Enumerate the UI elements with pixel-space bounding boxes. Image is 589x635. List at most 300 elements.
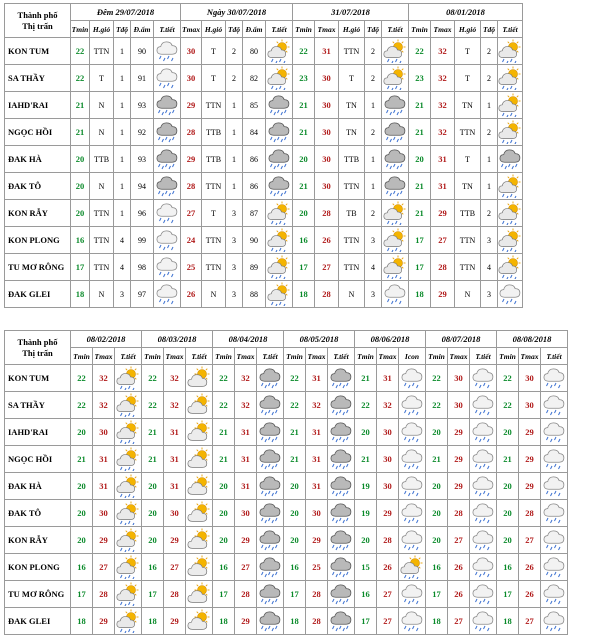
weather-cell — [541, 365, 568, 392]
column-header: T.tiết — [266, 21, 293, 38]
column-header: Tđộ — [226, 21, 243, 38]
sun-cloud-rain-icon — [498, 66, 522, 90]
tmin-cell: 18 — [71, 608, 93, 635]
value-cell: 20 — [293, 200, 315, 227]
tmin-cell: 20 — [142, 473, 164, 500]
value-cell: 20 — [71, 200, 90, 227]
value-cell: 1 — [481, 146, 498, 173]
tmin-cell: 20 — [426, 527, 448, 554]
tmin-cell: 17 — [426, 581, 448, 608]
tmax-cell: 30 — [448, 365, 470, 392]
weather-cell — [186, 365, 213, 392]
column-header: Tmin — [71, 348, 93, 365]
sun-cloud-icon — [186, 393, 212, 417]
tmax-cell: 30 — [448, 392, 470, 419]
value-cell: 90 — [131, 38, 154, 65]
corner-header: Thành phố Thị trấn — [5, 4, 71, 38]
sun-cloud-rain-icon — [115, 393, 141, 417]
tmax-cell: 27 — [519, 608, 541, 635]
cloud-rain-light-icon — [470, 420, 496, 444]
date-header: Đêm 29/07/2018 — [71, 4, 181, 21]
tmin-cell: 20 — [71, 527, 93, 554]
tmax-cell: 31 — [93, 473, 115, 500]
value-cell: 22 — [293, 38, 315, 65]
value-cell: TN — [455, 92, 481, 119]
tmax-cell: 29 — [164, 527, 186, 554]
value-cell: TTN — [202, 227, 226, 254]
value-cell: 3 — [481, 281, 498, 308]
column-header: Tmax — [235, 348, 257, 365]
value-cell: 2 — [226, 38, 243, 65]
value-cell: 28 — [181, 119, 202, 146]
tmax-cell: 26 — [377, 554, 399, 581]
tmin-cell: 21 — [497, 446, 519, 473]
column-header: Icon — [399, 348, 426, 365]
sun-cloud-icon — [186, 555, 212, 579]
tmin-cell: 22 — [497, 392, 519, 419]
tmax-cell: 32 — [93, 392, 115, 419]
tmax-cell: 27 — [235, 554, 257, 581]
tmax-cell: 32 — [164, 392, 186, 419]
cloud-rain-light-icon — [154, 39, 180, 63]
value-cell: 27 — [315, 254, 339, 281]
tmax-cell: 28 — [164, 581, 186, 608]
value-cell: TTB — [202, 146, 226, 173]
value-cell: TTN — [90, 200, 114, 227]
tmax-cell: 29 — [235, 527, 257, 554]
sun-cloud-icon — [186, 528, 212, 552]
tmin-cell: 20 — [71, 500, 93, 527]
column-header: H.gió — [339, 21, 365, 38]
cloud-rain-light-icon — [154, 66, 180, 90]
value-cell: 2 — [365, 119, 382, 146]
cloud-rain-light-icon — [470, 393, 496, 417]
value-cell: TTN — [202, 254, 226, 281]
value-cell: 29 — [181, 146, 202, 173]
value-cell: 21 — [293, 119, 315, 146]
tmax-cell: 27 — [93, 554, 115, 581]
cloud-rain-icon — [266, 174, 292, 198]
tmin-cell: 22 — [426, 365, 448, 392]
city-name: SA THẦY — [5, 65, 71, 92]
weather-cell — [154, 227, 181, 254]
cloud-rain-light-icon — [399, 474, 425, 498]
sun-cloud-rain-icon — [498, 93, 522, 117]
column-header: Đ.ẩm — [131, 21, 154, 38]
weather-cell — [154, 92, 181, 119]
value-cell: 30 — [315, 173, 339, 200]
tmin-cell: 16 — [284, 554, 306, 581]
value-cell: 1 — [365, 146, 382, 173]
weather-cell — [266, 92, 293, 119]
value-cell: 22 — [71, 65, 90, 92]
value-cell: 21 — [409, 200, 431, 227]
date-header: 08/01/2018 — [409, 4, 523, 21]
value-cell: TTN — [339, 227, 365, 254]
weather-cell — [382, 254, 409, 281]
value-cell: 1 — [226, 146, 243, 173]
sun-cloud-rain-icon — [115, 582, 141, 606]
corner-header: Thành phố Thị trấn — [5, 331, 71, 365]
tmax-cell: 29 — [93, 527, 115, 554]
weather-cell — [498, 227, 523, 254]
value-cell: 99 — [131, 227, 154, 254]
value-cell: 1 — [114, 65, 131, 92]
value-cell: 2 — [481, 65, 498, 92]
sun-cloud-rain-icon — [115, 366, 141, 390]
city-name: KON RẪY — [5, 527, 71, 554]
column-header: Tmax — [431, 21, 455, 38]
table-row — [5, 146, 523, 173]
weather-cell — [470, 608, 497, 635]
cloud-rain-light-icon — [399, 501, 425, 525]
cloud-rain-light-icon — [541, 366, 567, 390]
weather-cell — [498, 146, 523, 173]
column-header: Tmin — [497, 348, 519, 365]
cloud-rain-light-icon — [470, 447, 496, 471]
value-cell: 1 — [226, 173, 243, 200]
weather-cell — [186, 392, 213, 419]
sun-cloud-rain-icon — [382, 255, 408, 279]
tmax-cell: 30 — [306, 500, 328, 527]
value-cell: 2 — [481, 119, 498, 146]
cloud-rain-icon — [328, 609, 354, 633]
sun-cloud-icon — [186, 609, 212, 633]
cloud-rain-icon — [154, 147, 180, 171]
weather-cell — [470, 581, 497, 608]
cloud-rain-icon — [328, 420, 354, 444]
weather-cell — [399, 608, 426, 635]
date-header: 08/02/2018 — [71, 331, 142, 348]
value-cell: 90 — [243, 227, 266, 254]
city-name: IAHD'RAI — [5, 92, 71, 119]
value-cell: 29 — [431, 200, 455, 227]
weather-cell — [154, 281, 181, 308]
tmax-cell: 29 — [448, 473, 470, 500]
table-row — [5, 446, 568, 473]
cloud-rain-light-icon — [541, 474, 567, 498]
city-name: NGỌC HỒI — [5, 446, 71, 473]
column-header: Tmax — [164, 348, 186, 365]
tmin-cell: 22 — [426, 392, 448, 419]
value-cell: N — [90, 92, 114, 119]
cloud-rain-icon — [382, 120, 408, 144]
tmin-cell: 21 — [426, 446, 448, 473]
value-cell: 30 — [315, 92, 339, 119]
column-header: Tđộ — [365, 21, 382, 38]
sun-cloud-rain-icon — [115, 447, 141, 471]
value-cell: 21 — [409, 173, 431, 200]
date-header: Ngày 30/07/2018 — [181, 4, 293, 21]
sun-cloud-rain-icon — [382, 201, 408, 225]
value-cell: 3 — [365, 227, 382, 254]
tmax-cell: 26 — [448, 581, 470, 608]
cloud-rain-icon — [328, 447, 354, 471]
value-cell: 97 — [131, 281, 154, 308]
value-cell: 28 — [431, 254, 455, 281]
sun-cloud-icon — [186, 501, 212, 525]
value-cell: T — [455, 38, 481, 65]
weather-cell — [257, 608, 284, 635]
value-cell: 30 — [181, 38, 202, 65]
sun-cloud-icon — [186, 447, 212, 471]
forecast-table-weekly — [4, 330, 568, 635]
value-cell: 26 — [181, 281, 202, 308]
cloud-rain-light-icon — [399, 366, 425, 390]
table-row — [5, 527, 568, 554]
tmax-cell: 25 — [306, 554, 328, 581]
tmin-cell: 20 — [142, 500, 164, 527]
value-cell: 85 — [243, 92, 266, 119]
tmin-cell: 22 — [284, 392, 306, 419]
weather-cell — [115, 500, 142, 527]
value-cell: 18 — [293, 281, 315, 308]
value-cell: 4 — [365, 254, 382, 281]
weather-cell — [382, 38, 409, 65]
weather-cell — [186, 500, 213, 527]
value-cell: 31 — [431, 173, 455, 200]
weather-cell — [115, 581, 142, 608]
column-header: T.tiết — [115, 348, 142, 365]
city-name: TU MƠ RÔNG — [5, 581, 71, 608]
value-cell: 1 — [226, 92, 243, 119]
column-header: Tmax — [93, 348, 115, 365]
weather-cell — [328, 608, 355, 635]
value-cell: T — [202, 200, 226, 227]
weather-cell — [186, 446, 213, 473]
value-cell: TTN — [339, 254, 365, 281]
weather-cell — [186, 527, 213, 554]
weather-cell — [470, 527, 497, 554]
value-cell: 4 — [481, 254, 498, 281]
cloud-rain-icon — [328, 366, 354, 390]
city-name: ĐAK GLEI — [5, 281, 71, 308]
value-cell: 32 — [431, 65, 455, 92]
tmin-cell: 21 — [284, 446, 306, 473]
weather-cell — [541, 527, 568, 554]
value-cell: 21 — [293, 92, 315, 119]
tmax-cell: 32 — [93, 365, 115, 392]
tmin-cell: 21 — [213, 419, 235, 446]
column-header: Đ.ẩm — [243, 21, 266, 38]
weather-cell — [541, 392, 568, 419]
weather-cell — [470, 419, 497, 446]
tmin-cell: 17 — [71, 581, 93, 608]
value-cell: 3 — [114, 281, 131, 308]
date-header: 08/06/2018 — [355, 331, 426, 348]
weather-cell — [328, 554, 355, 581]
value-cell: 21 — [409, 92, 431, 119]
value-cell: T — [455, 146, 481, 173]
cloud-rain-icon — [266, 147, 292, 171]
tmax-cell: 31 — [306, 419, 328, 446]
value-cell: 1 — [365, 92, 382, 119]
tmin-cell: 18 — [426, 608, 448, 635]
weather-cell — [257, 446, 284, 473]
value-cell: 1 — [114, 119, 131, 146]
cloud-rain-icon — [257, 501, 283, 525]
cloud-rain-light-icon — [399, 609, 425, 633]
cloud-rain-icon — [498, 147, 522, 171]
column-header: T.tiết — [470, 348, 497, 365]
cloud-rain-icon — [382, 147, 408, 171]
tmax-cell: 26 — [448, 554, 470, 581]
value-cell: 2 — [365, 65, 382, 92]
value-cell: 2 — [365, 200, 382, 227]
value-cell: 1 — [481, 92, 498, 119]
value-cell: 86 — [243, 173, 266, 200]
column-header: T.tiết — [257, 348, 284, 365]
cloud-rain-light-icon — [470, 366, 496, 390]
value-cell: 4 — [114, 254, 131, 281]
tmin-cell: 21 — [284, 419, 306, 446]
value-cell: N — [90, 281, 114, 308]
cloud-rain-light-icon — [154, 228, 180, 252]
value-cell: 98 — [131, 254, 154, 281]
tmax-cell: 31 — [235, 419, 257, 446]
tmax-cell: 26 — [519, 581, 541, 608]
value-cell: 2 — [481, 200, 498, 227]
weather-cell — [541, 419, 568, 446]
tmin-cell: 16 — [142, 554, 164, 581]
column-header: Tmin — [213, 348, 235, 365]
column-header: T.tiết — [154, 21, 181, 38]
cloud-rain-icon — [257, 582, 283, 606]
tmax-cell: 31 — [93, 446, 115, 473]
weather-cell — [266, 119, 293, 146]
tmax-cell: 28 — [306, 581, 328, 608]
value-cell: 86 — [243, 146, 266, 173]
weather-cell — [498, 200, 523, 227]
value-cell: 17 — [293, 254, 315, 281]
weather-cell — [266, 173, 293, 200]
value-cell: 3 — [226, 281, 243, 308]
table-row — [5, 608, 568, 635]
value-cell: TB — [339, 200, 365, 227]
value-cell: 84 — [243, 119, 266, 146]
table-row — [5, 473, 568, 500]
weather-cell — [470, 365, 497, 392]
date-header: 08/07/2018 — [426, 331, 497, 348]
date-header: 08/03/2018 — [142, 331, 213, 348]
value-cell: TTN — [455, 227, 481, 254]
table-row — [5, 92, 523, 119]
value-cell: 20 — [71, 173, 90, 200]
value-cell: 30 — [315, 119, 339, 146]
value-cell: 23 — [409, 65, 431, 92]
weather-cell — [328, 365, 355, 392]
column-header: T.tiết — [382, 21, 409, 38]
cloud-rain-light-icon — [541, 501, 567, 525]
weather-cell — [328, 500, 355, 527]
tmin-cell: 21 — [71, 446, 93, 473]
tmax-cell: 31 — [306, 473, 328, 500]
value-cell: 92 — [131, 119, 154, 146]
tmax-cell: 28 — [519, 500, 541, 527]
tmin-cell: 18 — [213, 608, 235, 635]
sun-cloud-rain-icon — [498, 120, 522, 144]
value-cell: 3 — [226, 254, 243, 281]
value-cell: 27 — [431, 227, 455, 254]
weather-cell — [257, 365, 284, 392]
tmin-cell: 21 — [355, 365, 377, 392]
value-cell: N — [90, 119, 114, 146]
tmin-cell: 20 — [355, 527, 377, 554]
weather-cell — [186, 419, 213, 446]
tmax-cell: 30 — [377, 419, 399, 446]
weather-cell — [541, 554, 568, 581]
city-name: KON RẪY — [5, 200, 71, 227]
value-cell: 17 — [71, 254, 90, 281]
cloud-rain-icon — [257, 447, 283, 471]
cloud-rain-light-icon — [541, 528, 567, 552]
column-header: Tmin — [409, 21, 431, 38]
column-header: H.gió — [455, 21, 481, 38]
sun-cloud-rain-icon — [498, 174, 522, 198]
weather-cell — [257, 554, 284, 581]
value-cell: 93 — [131, 92, 154, 119]
tmax-cell: 29 — [93, 608, 115, 635]
weather-cell — [115, 446, 142, 473]
value-cell: TTB — [339, 146, 365, 173]
tmax-cell: 27 — [164, 554, 186, 581]
weather-cell — [186, 608, 213, 635]
cloud-rain-icon — [328, 528, 354, 552]
tmax-cell: 29 — [519, 446, 541, 473]
tmax-cell: 31 — [164, 419, 186, 446]
value-cell: TTB — [455, 200, 481, 227]
cloud-rain-icon — [257, 393, 283, 417]
tmax-cell: 28 — [448, 500, 470, 527]
tmin-cell: 18 — [497, 608, 519, 635]
tmax-cell: 30 — [377, 446, 399, 473]
tmin-cell: 21 — [142, 446, 164, 473]
cloud-rain-light-icon — [541, 447, 567, 471]
sun-cloud-rain-icon — [266, 228, 292, 252]
city-name: ĐAK GLEI — [5, 608, 71, 635]
weather-cell — [498, 119, 523, 146]
tmax-cell: 30 — [93, 500, 115, 527]
tmin-cell: 17 — [213, 581, 235, 608]
value-cell: 96 — [131, 200, 154, 227]
cloud-rain-light-icon — [399, 420, 425, 444]
city-name: NGỌC HỒI — [5, 119, 71, 146]
value-cell: N — [90, 173, 114, 200]
cloud-rain-light-icon — [541, 555, 567, 579]
tmin-cell: 22 — [142, 365, 164, 392]
tmax-cell: 31 — [164, 473, 186, 500]
table-row — [5, 419, 568, 446]
column-header: H.gió — [90, 21, 114, 38]
cloud-rain-light-icon — [399, 582, 425, 606]
weather-cell — [399, 527, 426, 554]
weather-cell — [257, 581, 284, 608]
sun-cloud-rain-icon — [115, 501, 141, 525]
table-row — [5, 200, 523, 227]
tmin-cell: 20 — [426, 473, 448, 500]
tmin-cell: 22 — [213, 392, 235, 419]
tmax-cell: 28 — [93, 581, 115, 608]
sun-cloud-icon — [186, 366, 212, 390]
value-cell: 25 — [181, 254, 202, 281]
tmax-cell: 29 — [306, 527, 328, 554]
value-cell: 16 — [293, 227, 315, 254]
weather-cell — [498, 281, 523, 308]
tmax-cell: 27 — [377, 581, 399, 608]
cloud-rain-light-icon — [470, 474, 496, 498]
value-cell: T — [202, 38, 226, 65]
weather-cell — [498, 65, 523, 92]
